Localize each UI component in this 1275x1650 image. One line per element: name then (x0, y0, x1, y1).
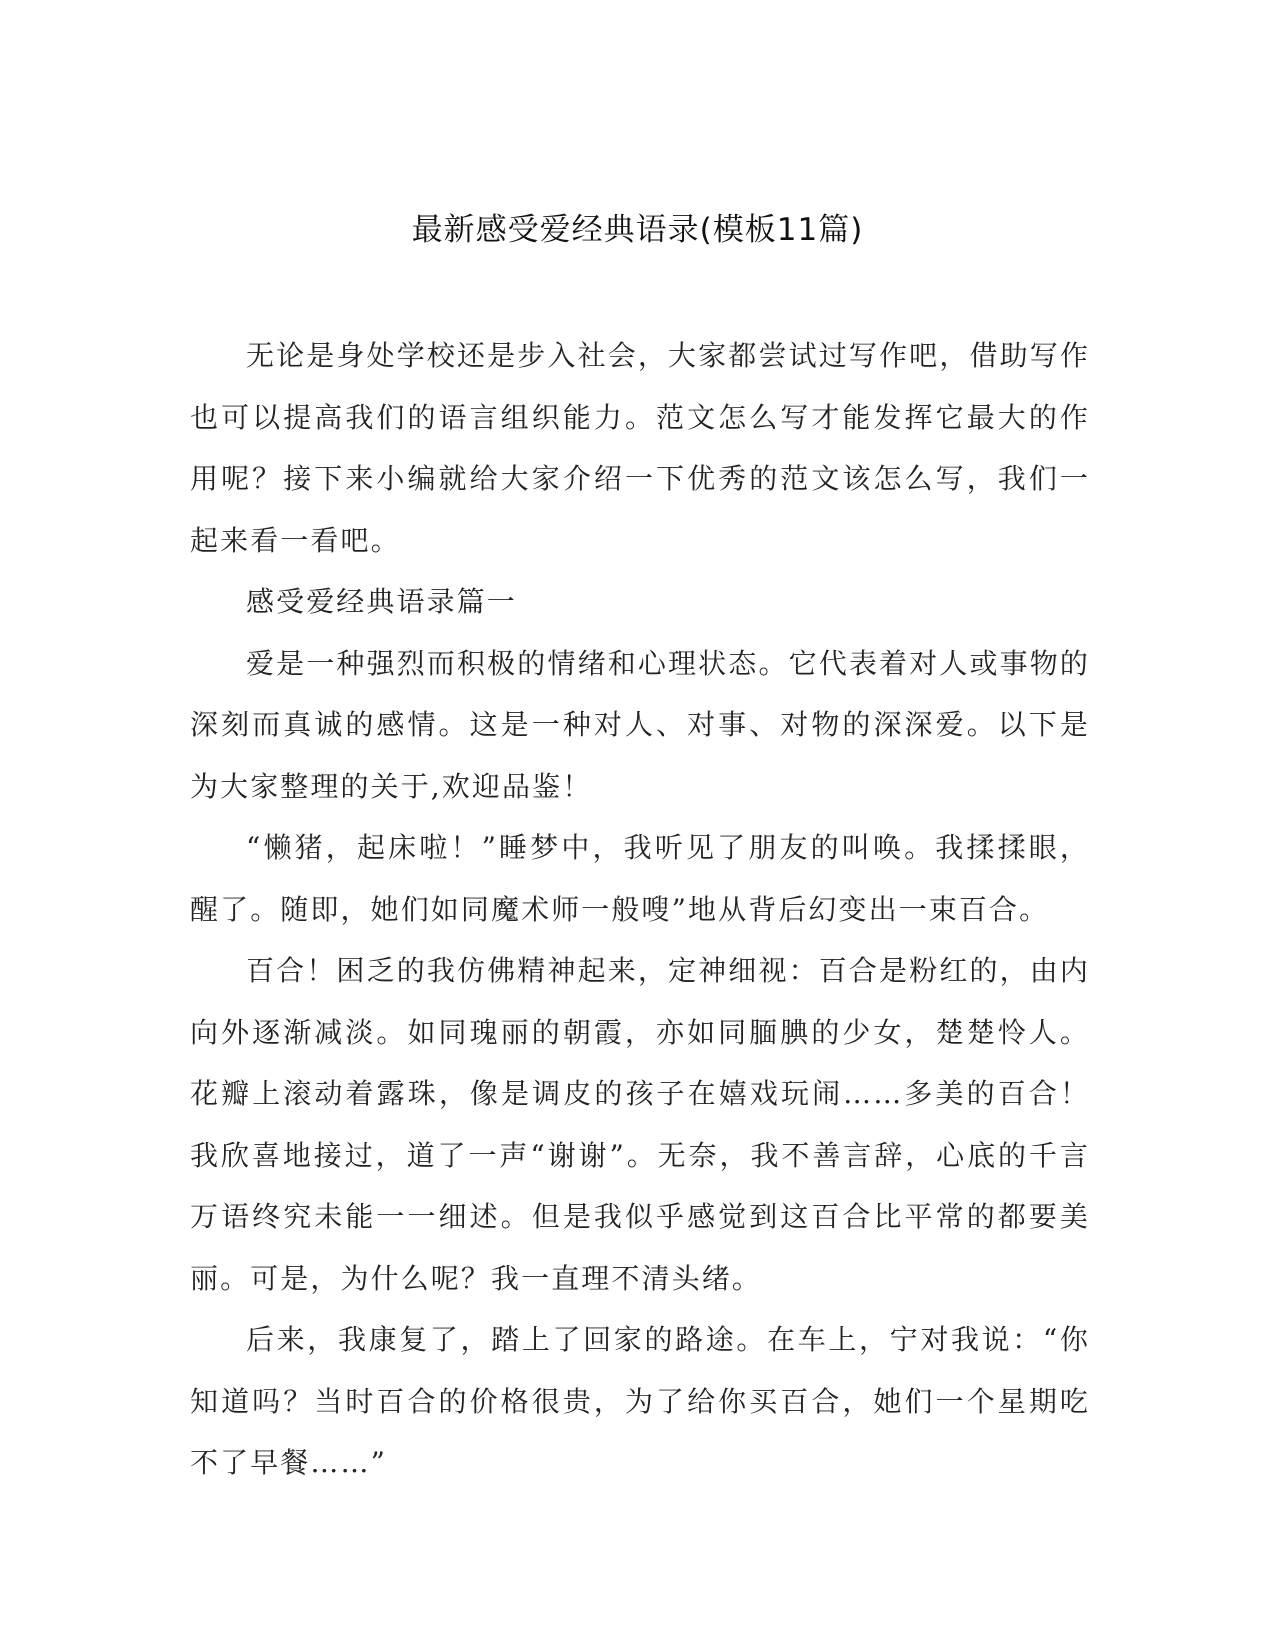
body-paragraph: 后来，我康复了，踏上了回家的路途。在车上，宁对我说：“你知道吗？当时百合的价格很贵，为了给你买百合，她们一个星期吃不了早餐……” (190, 1323, 1090, 1479)
section-heading: 感受爱经典语录篇一 (246, 585, 517, 618)
body-paragraph: 爱是一种强烈而积极的情绪和心理状态。它代表着对人或事物的深刻而真诚的感情。这是一种对人、对事、对物的深深爱。以下是为大家整理的关于,欢迎品鉴！ (190, 646, 1090, 803)
body-paragraph: “懒猪，起床啦！”睡梦中，我听见了朋友的叫唤。我揉揉眼，醒了。随即，她们如同魔术师一般嗖”地从背后幻变出一束百合。 (190, 831, 1090, 926)
intro-paragraph: 无论是身处学校还是步入社会，大家都尝试过写作吧，借助写作也可以提高我们的语言组织能力。范文怎么写才能发挥它最大的作用呢？接下来小编就给大家介绍一下优秀的范文该怎么写，我们一起来看一看吧。 (190, 339, 1090, 557)
body-paragraph: 百合！困乏的我仿佛精神起来，定神细视：百合是粉红的，由内向外逐渐减淡。如同瑰丽的朝霞，亦如同腼腆的少女，楚楚怜人。花瓣上滚动着露珠，像是调皮的孩子在嬉戏玩闹……多美的百合！我欣喜地接过，道了一声“谢谢”。无奈，我不善言辞，心底的千言万语终究未能一一细述。但是我似乎感觉到这百合比平常的都要美丽。可是，为什么呢？我一直理不清头绪。 (190, 954, 1090, 1295)
document-title: 最新感受爱经典语录(模板11篇) (411, 212, 864, 248)
document-body (190, 325, 1090, 1494)
